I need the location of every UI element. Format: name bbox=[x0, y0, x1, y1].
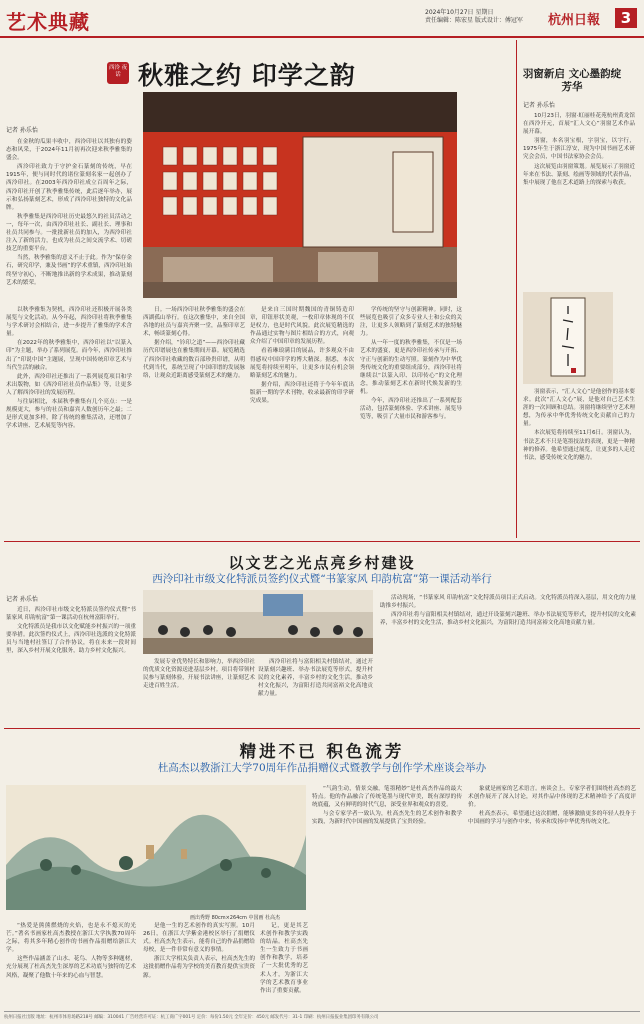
paragraph: 今年，西泠印社还推出了一系列配套活动，包括篆刻体验、学术讲座、展览导览等，吸引了大量市民和游客参与。 bbox=[360, 398, 462, 421]
paragraph: 本次展览将持续至11月6日。羽窗认为，书法艺术不只是笔墨技法的表现，更是一种精神的修养。他希望通过展览，让更多的人走近书法，感受传统文化的魅力。 bbox=[523, 430, 635, 461]
paragraph: 羽窗表示，“汇人文心”是他创作的基本要求。此次“汇人文心”展，是他对自己艺术生涯的一次回顾和总结。羽窗将继续坚守艺术理想，为传承中华优秀传统文化贡献自己的力量。 bbox=[523, 389, 635, 428]
landscape-painting-image bbox=[6, 785, 306, 910]
paragraph: 在金秋的瓜果丰收中，西泠印社以其独有的姿态和风采，于2024年11月初再次迎来秋季雅集的盛会。 bbox=[6, 139, 132, 162]
story2-col1 bbox=[6, 606, 136, 722]
story3-col1 bbox=[6, 922, 136, 1010]
story1-photo bbox=[143, 92, 457, 298]
sidebar-divider bbox=[516, 40, 517, 538]
paragraph: 与往届相比，本届秋季雅集有几个亮点：一是规模更大，参与的社员和嘉宾人数创历年之最；二是形式更加多样，除了传统的雅集活动，还增加了学术讲座、艺术展览等内容。 bbox=[6, 399, 132, 430]
story2-col2b bbox=[258, 658, 373, 722]
story1-headline: 秋雅之约 印学之韵 bbox=[138, 61, 356, 90]
paragraph: 西泠印社将与富阳相关村镇结对，通过开设篆刻兴趣班、举办书法展览等形式，提升村民的文化素养，丰富乡村的文化生活，推动乡村文化振兴，为富阳打造共同富裕文化高地贡献力量。 bbox=[380, 612, 636, 627]
story1-col4 bbox=[250, 306, 354, 532]
paragraph: 记，更是其艺术创作和教学实践的结晶。杜高杰先生一生致力于书画创作和教学，培养了一大批优秀的艺术人才，为浙江大学的艺术教育事业作出了重要贡献。 bbox=[260, 923, 308, 994]
meeting-room-image bbox=[143, 590, 373, 654]
section-name: 艺术典藏 bbox=[6, 10, 90, 34]
paragraph: “热爱是熊熊燃烧的火焰，也是永不熄灭的光芒。”著名书画家杜高杰教授在浙江大学执教70周年之际，将其多年精心创作的书画作品捐赠给浙江大学。 bbox=[6, 923, 136, 954]
story3-col3 bbox=[260, 922, 308, 1010]
footer-divider bbox=[4, 1011, 640, 1012]
paragraph: 日。一场西泠印社秋季雅集的盛会在西湖孤山举行。在这次雅集中，来自全国各地的社员与嘉宾齐聚一堂，品鉴印章艺术，畅谈篆刻心得。 bbox=[143, 307, 245, 338]
exhibition-hall-image bbox=[143, 92, 457, 298]
story2-col3 bbox=[380, 594, 636, 722]
paragraph: 10月23日，羽窗·虹丽桂花苑杭州黄龙馆在西泠开元，首展“汇人文心”羽窗艺术作品展开幕。 bbox=[523, 113, 635, 136]
paragraph: 西泠印社致力于守护金石篆刻的传统，早在1915年，便与同时代的诸位篆刻名家一起创办了西泠印社。在2003年西泠印社成立百周年之际，西泠印社开创了秋季雅集传统，此后逐年举办，展示和弘扬篆刻艺术，形成了西泠印社独特的文化品牌。 bbox=[6, 164, 132, 211]
paragraph: 活动现场，“书篆家风 印韵杭富”文化特派员项目正式启动。文化特派员将深入基层，用文化的力量助推乡村振兴。 bbox=[380, 595, 636, 610]
story1-col3 bbox=[143, 306, 245, 532]
paragraph: 象就是画家的艺术语言。座谈会上，专家学者们围绕杜高杰的艺术创作展开了深入讨论，对其作品中体现的艺术精神给予了高度评价。 bbox=[468, 786, 636, 809]
story2-photo bbox=[143, 590, 373, 654]
sidebar-text-top bbox=[523, 112, 635, 288]
story3-photo-caption: 画出秀野 80cm×264cm 中国画 杜高杰 bbox=[190, 915, 281, 921]
story3-photo bbox=[6, 785, 306, 910]
story3-headline: 精进不已 积色流芳 bbox=[239, 742, 405, 761]
story2-headline: 以文艺之光点亮乡村建设 bbox=[228, 554, 416, 572]
sidebar-byline: 记者 孙乐怡 bbox=[523, 102, 555, 109]
paragraph: 此外，西泠印社还推出了一系列展览项目和学术出版物，如《西泠印社社员作品集》等，让更多人了解西泠印社的发展历程。 bbox=[6, 373, 132, 396]
paragraph: 看着琳琅满目的展品，许多观众不由得感叹中国印学的博大精深。据悉，本次展览将持续至明年，让更多市民有机会领略篆刻艺术的魅力。 bbox=[250, 348, 354, 379]
sidebar-text-bottom bbox=[523, 388, 635, 534]
paragraph: 这些作品涵盖了山水、花鸟、人物等多种题材，充分展现了杜高杰先生深厚的艺术功底与独特的艺术风格，凝聚了他数十年来的心血与智慧。 bbox=[6, 956, 136, 979]
sidebar-headline: 羽窗新启 文心墨韵绽芳华 bbox=[522, 68, 622, 93]
story1-byline: 记者 孙乐怡 bbox=[6, 127, 38, 134]
paragraph: 以秋季雅集为契机，西泠印社还积极开展各类展览与文化活动。从今年起，西泠印社将秋季雅集与学术研讨会相结合，进一步提升了雅集的学术含量。 bbox=[6, 307, 132, 338]
paragraph: 杜高杰表示，希望通过这次捐赠，能够激励更多的年轻人投身于中国画的学习与创作中来，传承和发扬中华优秀传统文化。 bbox=[468, 811, 636, 826]
story2-col2 bbox=[143, 658, 255, 722]
paragraph: 从一年一度的秋季雅集，不仅是一场艺术的盛宴，更是西泠印社传承与开拓、守正与创新的生动写照。篆刻作为中华优秀传统文化的重要组成部分，西泠印社将继续以“以篆入印、以印传心”的文化理念，推动篆刻艺术在新时代焕发新的生机。 bbox=[360, 340, 462, 395]
paragraph: 西泠印社将与富阳相关村镇结对，通过开设篆刻兴趣班、举办书法展览等形式，提升村民的文化素养，丰富乡村的文化生活，推动乡村文化振兴，为富阳打造共同富裕文化高地贡献力量。 bbox=[258, 659, 373, 698]
paragraph: 是来自三国时期魏国的青铜铸造印章，印钮形状美观，一枚印章体现的不仅是权力，也是时代风貌。此次展览精选的作品通过实物与图片相结合的方式，向观众介绍了中国印章的发展历程。 bbox=[250, 307, 354, 346]
story2-subheadline: 西泠印社市级文化特派员签约仪式暨“书篆家风 印韵杭富”第一课活动举行 bbox=[152, 573, 492, 585]
paragraph: 在2022年的秋季雅集中，西泠印社以“以篆入印”为主题，举办了系列展览。而今年，西泠印社推出了“印说中国”主题展，呈现中国传统印章艺术与当代生活的融合。 bbox=[6, 340, 132, 371]
calligraphy-artwork-image bbox=[523, 292, 613, 384]
newspaper-logo: 杭州日報 bbox=[548, 13, 601, 28]
sidebar-photo bbox=[523, 292, 613, 384]
issue-date: 2024年10月27日 星期日 bbox=[425, 9, 494, 16]
paragraph: 据介绍，西泠印社还将于今年年底出版新一期的学术刊物，收录最新的印学研究成果。 bbox=[250, 381, 354, 405]
paragraph: 据介绍，“钤印之道”——西泠印社藏历代印谱展也在雅集期间开幕。展览精选了西泠印社收藏的数百部珍贵印谱，从明代到当代，系统呈现了中国印谱的发展脉络，让观众近距离感受篆刻艺术的魅力。 bbox=[143, 340, 245, 379]
section-divider bbox=[4, 541, 640, 542]
footer-imprint: 杭州日报社出版 地址：杭州市体育场路218号 邮编：310041 广告经营许可证：杭工商广字001号 定价：每份1.50元 全年定价：450元 邮发代号：31-1 印刷：杭州日报报业集团印务有限公司 bbox=[4, 1015, 379, 1020]
story2-byline: 记者 孙乐怡 bbox=[6, 596, 38, 603]
paragraph: 当然，秋季雅集的意义不止于此。作为“保存金石，研究印学，兼及书画”的学术重镇，西泠印社始终坚守初心，不断地推出新的学术成果，推动篆刻艺术的繁荣。 bbox=[6, 255, 132, 286]
paragraph: 发展专业优势特长和影响力，举西泠印社的优质文化资源送进基层乡村。项目将带领村民参与篆刻体验，开展书法讲座，让篆刻艺术走进百姓生活。 bbox=[143, 659, 255, 690]
paragraph: “气韵生动，情景交融，笔墨精妙”是杜高杰作品的最大特点。他的作品融合了传统笔墨与现代审美，既有深厚的传统底蕴，又有鲜明的时代气息，深受业界和观众的喜爱。 bbox=[312, 786, 462, 809]
page-number: 3 bbox=[615, 8, 637, 28]
paragraph: 是他一生的艺术创作的真实写照。10月26日，在浙江大学紫金港校区举行了捐赠仪式。杜高杰先生表示，能将自己的作品捐赠给母校，是一件非常有意义的事情。 bbox=[143, 923, 255, 954]
paragraph: 浙江大学相关负责人表示，杜高杰先生的这批捐赠作品将为学校的美育教育提供宝贵资源。 bbox=[143, 956, 255, 979]
story3-col5 bbox=[468, 785, 636, 1010]
paragraph: 学传统的坚守与创新精神。同时，这些展览也吸引了众多专业人士和公众的关注，让更多人领略到了篆刻艺术的独特魅力。 bbox=[360, 307, 462, 338]
story3-col4 bbox=[312, 785, 462, 1010]
editor-credits: 责任编辑：陈宏星 版式设计：傅冠军 bbox=[425, 17, 523, 24]
story3-subheadline: 杜高杰以教浙江大学70周年作品捐赠仪式暨教学与创作学术座谈会举办 bbox=[157, 762, 487, 774]
paragraph: 羽窗，本名羽宝根，字羽宝，以字行，1975年生于浙江淳安，现为中国书画艺术研究会会员，中国书法家协会会员。 bbox=[523, 138, 635, 161]
paragraph: 文化特派员是我市以文化赋能乡村振兴的一项重要举措。此次签约仪式上，西泠印社选派的文化特派员与当地村社签订了合作协议，将在未来一段时间里，深入乡村开展文化服务，助力乡村文化振兴。 bbox=[6, 624, 136, 655]
story1-col1 bbox=[6, 138, 132, 303]
column-tag: 西泠 夜话 bbox=[107, 62, 129, 84]
paragraph: 秋季雅集是西泠印社历史最悠久的社员活动之一，每年一次，由西泠印社社长、副社长、理事和社员共同参与。一批批新社员的加入，为西泠印社注入了新的活力，也成为社员之间交流学术、切磋技艺的重要平台。 bbox=[6, 213, 132, 253]
story3-col2 bbox=[143, 922, 255, 1010]
story1-col2 bbox=[6, 306, 132, 532]
paragraph: 这次展览由羽窗策划。展览展示了羽窗近年来在书法、篆刻、绘画等领域的代表作品，集中展现了他在艺术道路上的探索与收获。 bbox=[523, 163, 635, 186]
paragraph: 与会专家学者一致认为，杜高杰先生的艺术创作和教学实践，为新时代中国画的发展提供了宝贵经验。 bbox=[312, 811, 462, 826]
story1-col5 bbox=[360, 306, 462, 532]
section-divider bbox=[4, 728, 640, 729]
paragraph: 近日，西泠印社市级文化特派员签约仪式暨“书篆家风 印韵杭富”第一课活动在杭州富阳举行。 bbox=[6, 607, 136, 622]
